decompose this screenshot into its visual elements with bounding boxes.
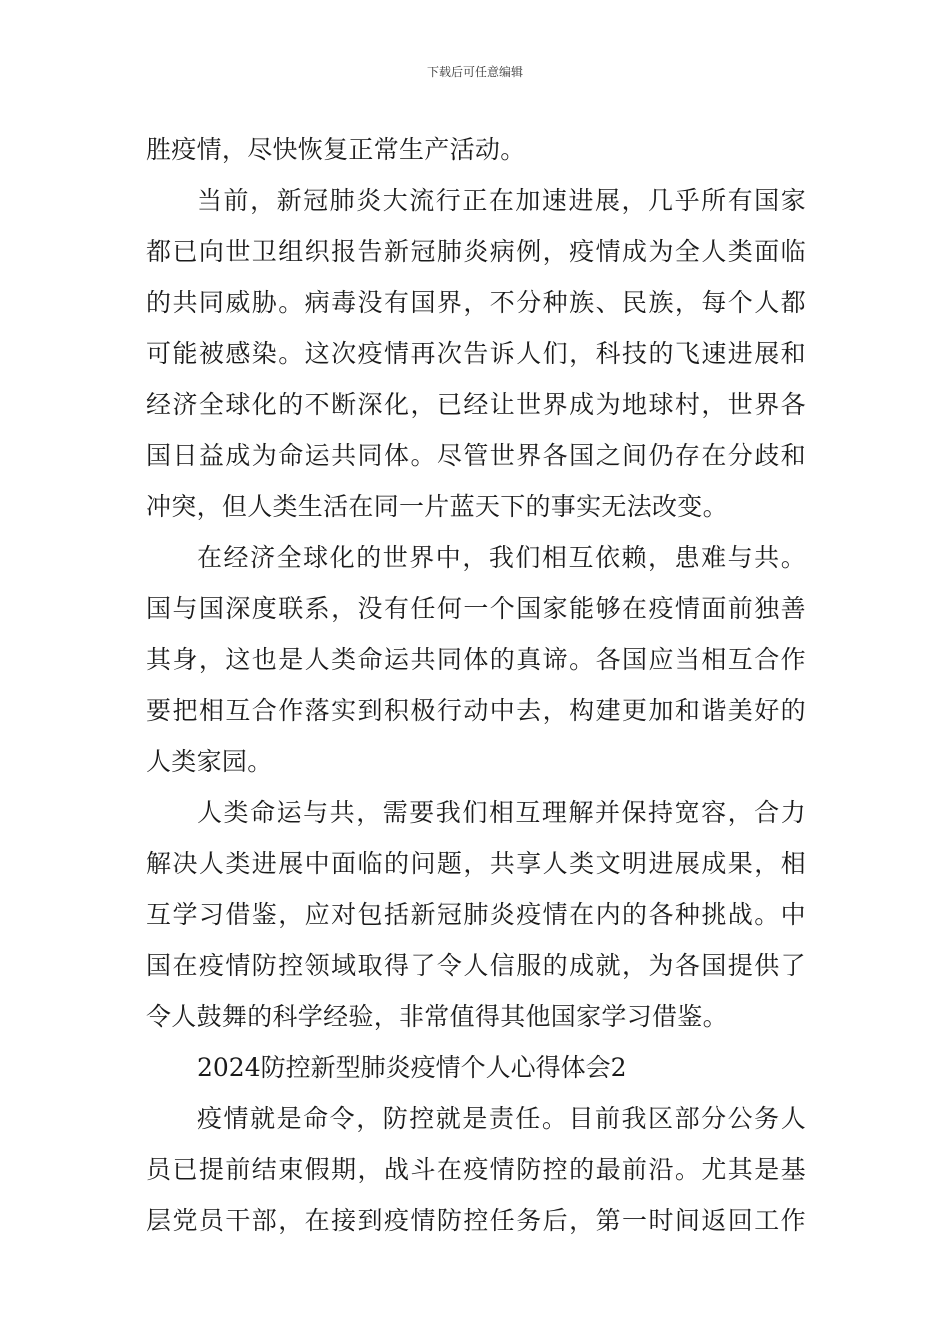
text-line: 经济全球化的不断深化，已经让世界成为地球村，世界各 [146, 390, 806, 419]
page-header: 下载后可任意编辑 [426, 65, 523, 79]
text-line: 的共同威胁。病毒没有国界，不分种族、民族，每个人都 [146, 288, 806, 317]
text-line: 互学习借鉴，应对包括新冠肺炎疫情在内的各种挑战。中 [146, 900, 806, 929]
text-line: 可能被感染。这次疫情再次告诉人们，科技的飞速进展和 [146, 339, 806, 368]
text-line: 人类命运与共，需要我们相互理解并保持宽容，合力 [197, 798, 806, 827]
text-line: 令人鼓舞的科学经验，非常值得其他国家学习借鉴。 [146, 1002, 728, 1031]
document-body [146, 124, 806, 1246]
text-line: 在经济全球化的世界中，我们相互依赖，患难与共。 [197, 543, 806, 572]
text-line: 解决人类进展中面临的问题，共享人类文明进展成果，相 [146, 849, 806, 878]
text-line: 层党员干部，在接到疫情防控任务后，第一时间返回工作 [146, 1206, 806, 1235]
text-line: 疫情就是命令，防控就是责任。目前我区部分公务人 [197, 1104, 806, 1133]
section-heading: 2024防控新型肺炎疫情个人心得体会2 [197, 1053, 627, 1082]
text-line: 员已提前结束假期，战斗在疫情防控的最前沿。尤其是基 [146, 1155, 806, 1184]
text-line: 当前，新冠肺炎大流行正在加速进展，几乎所有国家 [197, 186, 806, 215]
text-line: 都已向世卫组织报告新冠肺炎病例，疫情成为全人类面临 [146, 237, 806, 266]
text-line: 胜疫情，尽快恢复正常生产活动。 [146, 135, 526, 164]
text-line: 国在疫情防控领域取得了令人信服的成就，为各国提供了 [146, 951, 806, 980]
text-line: 冲突，但人类生活在同一片蓝天下的事实无法改变。 [146, 492, 728, 521]
text-line: 国与国深度联系，没有任何一个国家能够在疫情面前独善 [146, 594, 806, 623]
text-line: 要把相互合作落实到积极行动中去，构建更加和谐美好的 [146, 696, 806, 725]
text-line: 国日益成为命运共同体。尽管世界各国之间仍存在分歧和 [146, 441, 806, 470]
text-line: 人类家园。 [146, 747, 273, 776]
text-line: 其身，这也是人类命运共同体的真谛。各国应当相互合作 [146, 645, 806, 674]
